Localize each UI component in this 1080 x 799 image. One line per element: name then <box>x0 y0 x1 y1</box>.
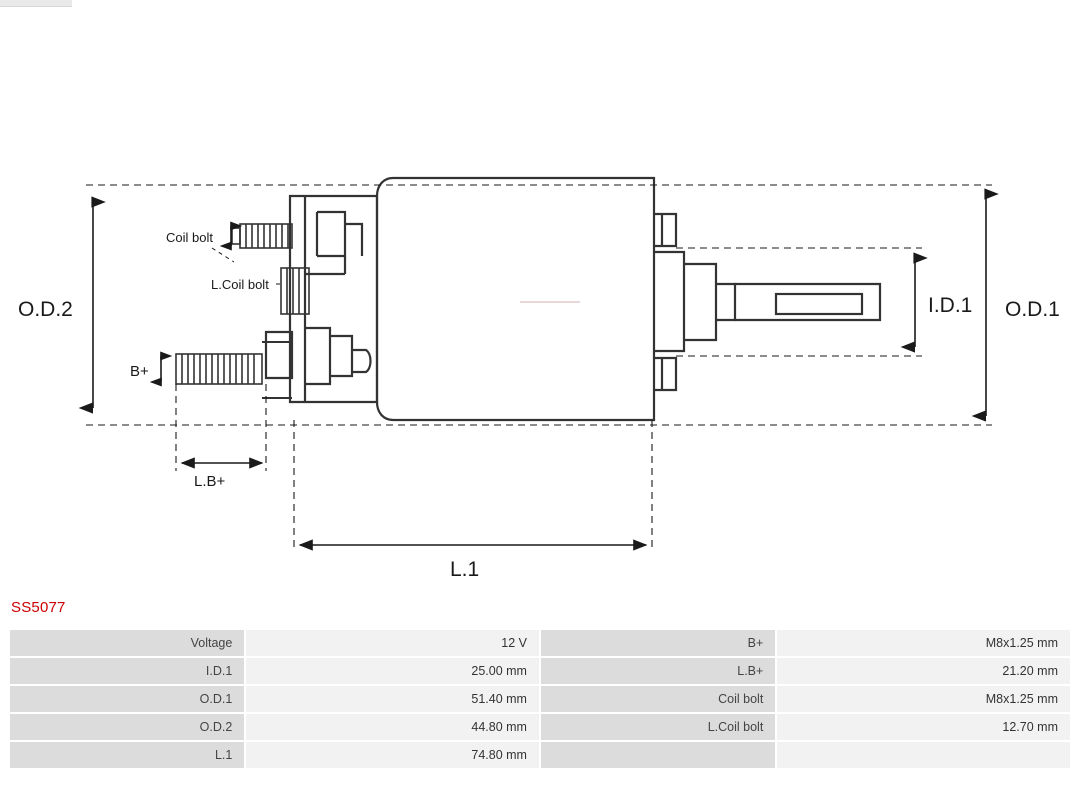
spec-value-l-b-plus: 21.20 mm <box>777 658 1070 684</box>
spec-value-empty <box>777 742 1070 768</box>
spec-label-l-coil-bolt: L.Coil bolt <box>541 714 775 740</box>
label-l1: L.1 <box>450 558 480 581</box>
solenoid-technical-drawing <box>0 6 1080 592</box>
label-od1: O.D.1 <box>1005 298 1060 321</box>
spec-value-b-plus: M8x1.25 mm <box>777 630 1070 656</box>
table-row <box>10 630 1070 656</box>
spec-label-coil-bolt: Coil bolt <box>541 686 775 712</box>
spec-label-l1: L.1 <box>10 742 244 768</box>
label-b-plus: B+ <box>130 363 149 380</box>
label-coil-bolt: Coil bolt <box>166 230 213 245</box>
spec-value-id1: 25.00 mm <box>246 658 539 684</box>
spec-label-b-plus: B+ <box>541 630 775 656</box>
part-number: SS5077 <box>11 599 66 616</box>
spec-value-od2: 44.80 mm <box>246 714 539 740</box>
label-l-b-plus: L.B+ <box>194 473 226 490</box>
table-row <box>10 742 1070 768</box>
table-row <box>10 658 1070 684</box>
specifications-table <box>8 628 1072 770</box>
spec-label-l-b-plus: L.B+ <box>541 658 775 684</box>
table-row <box>10 714 1070 740</box>
table-row <box>10 686 1070 712</box>
spec-value-l-coil-bolt: 12.70 mm <box>777 714 1070 740</box>
spec-label-od2: O.D.2 <box>10 714 244 740</box>
label-od2: O.D.2 <box>18 298 73 321</box>
spec-label-voltage: Voltage <box>10 630 244 656</box>
spec-value-voltage: 12 V <box>246 630 539 656</box>
label-l-coil-bolt: L.Coil bolt <box>211 277 269 292</box>
spec-label-empty <box>541 742 775 768</box>
spec-value-coil-bolt: M8x1.25 mm <box>777 686 1070 712</box>
spec-label-id1: I.D.1 <box>10 658 244 684</box>
spec-value-l1: 74.80 mm <box>246 742 539 768</box>
label-id1: I.D.1 <box>928 294 973 317</box>
spec-label-od1: O.D.1 <box>10 686 244 712</box>
spec-value-od1: 51.40 mm <box>246 686 539 712</box>
